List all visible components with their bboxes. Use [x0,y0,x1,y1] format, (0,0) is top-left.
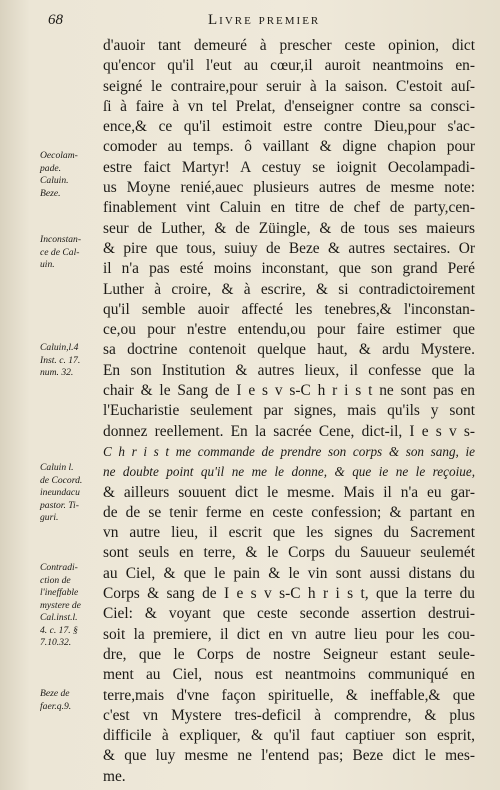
margin-note-line: Inst. c. 17. [40,354,81,366]
text-line: & que luy mesme ne l'entend pas; Beze dict le mes- [103,747,475,765]
text-line: ce,ou pour n'estre entendu,ou pour faire estimer que [103,321,475,339]
running-title: Livre premier [208,12,321,28]
margin-note-line: pastor. Ti- [40,499,79,511]
text-line: soit la premiere, il dict en vn autre lieu pour les cou- [103,625,475,643]
text-line: ment au Ciel, nous est neantmoins communiqué en [103,666,475,684]
text-line: dre, que le Corps de nostre Seigneur estant seule- [103,645,475,663]
margin-note-line: ce de Cal- [40,246,80,258]
margin-note-line: Caluin l. [40,462,74,473]
text-line: il n'a pas esté moins inconstant, que son grand Peré [103,260,475,278]
margin-note-line: ction de [40,574,71,586]
margin-note-line: l'ineffable [40,587,79,598]
text-line: Luther à croire, & à escrire, & si contradictoirement [103,280,475,298]
margin-note [40,150,102,200]
text-line: estre faict Martyr! A cestuy se ioignit Oecolampadi- [103,158,475,176]
margin-note-line: pade. [40,162,62,174]
margin-note-line: mystere de [40,599,81,611]
text-line: au Ciel, & que le pain & le vin sont aussi distans du [103,564,475,582]
body-text [103,36,475,787]
margin-note-line: de Cocord. [40,474,83,486]
margin-note [40,342,102,380]
text-line: seur de Luther, & de Züingle, & de tous ses maieurs [103,219,475,237]
margin-note-line: Caluin,l.4 [40,342,79,353]
page-number: 68 [48,12,63,28]
text-line: ence,& ce qu'il estimoit estre contre Dieu,pour s'ac- [103,118,475,136]
text-line: finablement vint Caluin en titre de chef de party,cen- [103,199,475,217]
margin-note-line: Beze. [40,187,61,199]
margin-note-line: faer.q.9. [40,700,72,712]
text-line: En son Institution & autres lieux, il confesse que la [103,361,475,379]
text-line: chair & le Sang de I e s v s-C h r i s t ne sont pas en [103,382,475,400]
margin-note-line: guri. [40,512,59,523]
margin-note-line: 4. c. 17. § [40,624,78,636]
text-line: donnez reellement. En la sacrée Cene, dict-il, I e s v s- [103,422,475,440]
margin-note-line: uin. [40,259,55,270]
text-line: & pire que tous, suiuy de Beze & autres sectaires. Or [103,239,475,257]
text-line: c'est vn Mystere tres-deficil à comprendre, & plus [103,706,475,724]
text-line: sa doctrine contenoit quelque haut, & ardu Mystere. [103,341,475,359]
text-line-italic: ne doubte point qu'il ne me le donne, & que ie ne le reçoiue, [103,464,475,480]
margin-note-line: num. 32. [40,367,74,378]
margin-note-line: Cal.inst.l. [40,612,78,623]
margin-note [40,462,102,525]
text-line: vn autre lieu, il escrit que les signes du Sacrement [103,524,475,542]
margin-note [40,234,102,272]
text-line: difficile à expliquer, & qu'il faut captiuer son esprit, [103,727,475,745]
text-line: & ailleurs souuent dict le mesme. Mais il n'a eu gar- [103,483,475,501]
text-line: terre,mais d'vne façon spirituelle, & ineffable,& que [103,686,475,704]
text-line: l'Eucharistie seulement par signes, mais qu'ils y sont [103,402,475,420]
text-line: de de se tenir ferme en ceste confession; & partant en [103,503,475,521]
margin-note-line: 7.10.32. [40,637,72,648]
margin-note [40,688,102,713]
text-line: seigné le contraire,pour seruir à la saison. C'estoit auſ- [103,77,475,95]
margin-note [40,562,102,650]
text-line: qu'encor qu'il l'eut au cœur,il auroit neantmoins en- [103,57,475,75]
margin-note-line: Caluin. [40,175,69,186]
text-line: Ciel: & voyant que ceste seconde assertion destrui- [103,605,475,623]
text-line: sont seuls en terre, & le Corps du Sauueur seulemét [103,544,475,562]
margin-note-line: Beze de [40,688,70,699]
page-header [48,12,480,32]
text-line: qu'il semble auoir affecté les tenebres,& l'inconstan- [103,300,475,318]
text-line-final: me. [103,767,126,785]
margin-note-line: Inconstan- [40,234,82,245]
text-line-italic: C h r i s t me commande de prendre son corps & son sang, ie [103,443,475,459]
margin-note-line: Oecolam- [40,150,78,161]
text-line: us Moyne renié,auec plusieurs autres de mesme note: [103,179,475,197]
margin-note-line: ineundacu [40,487,80,498]
margin-note-line: Contradi- [40,562,78,573]
text-line: comoder au temps. ô vaillant & digne chapion pour [103,138,475,156]
text-line: Corps & sang de I e s v s-C h r i s t, que la terre du [103,585,475,603]
text-line: ſi à faire à vn tel Prelat, d'enseigner contre sa consci- [103,97,475,115]
text-line: d'auoir tant demeuré à prescher ceste opinion, dict [103,37,475,54]
